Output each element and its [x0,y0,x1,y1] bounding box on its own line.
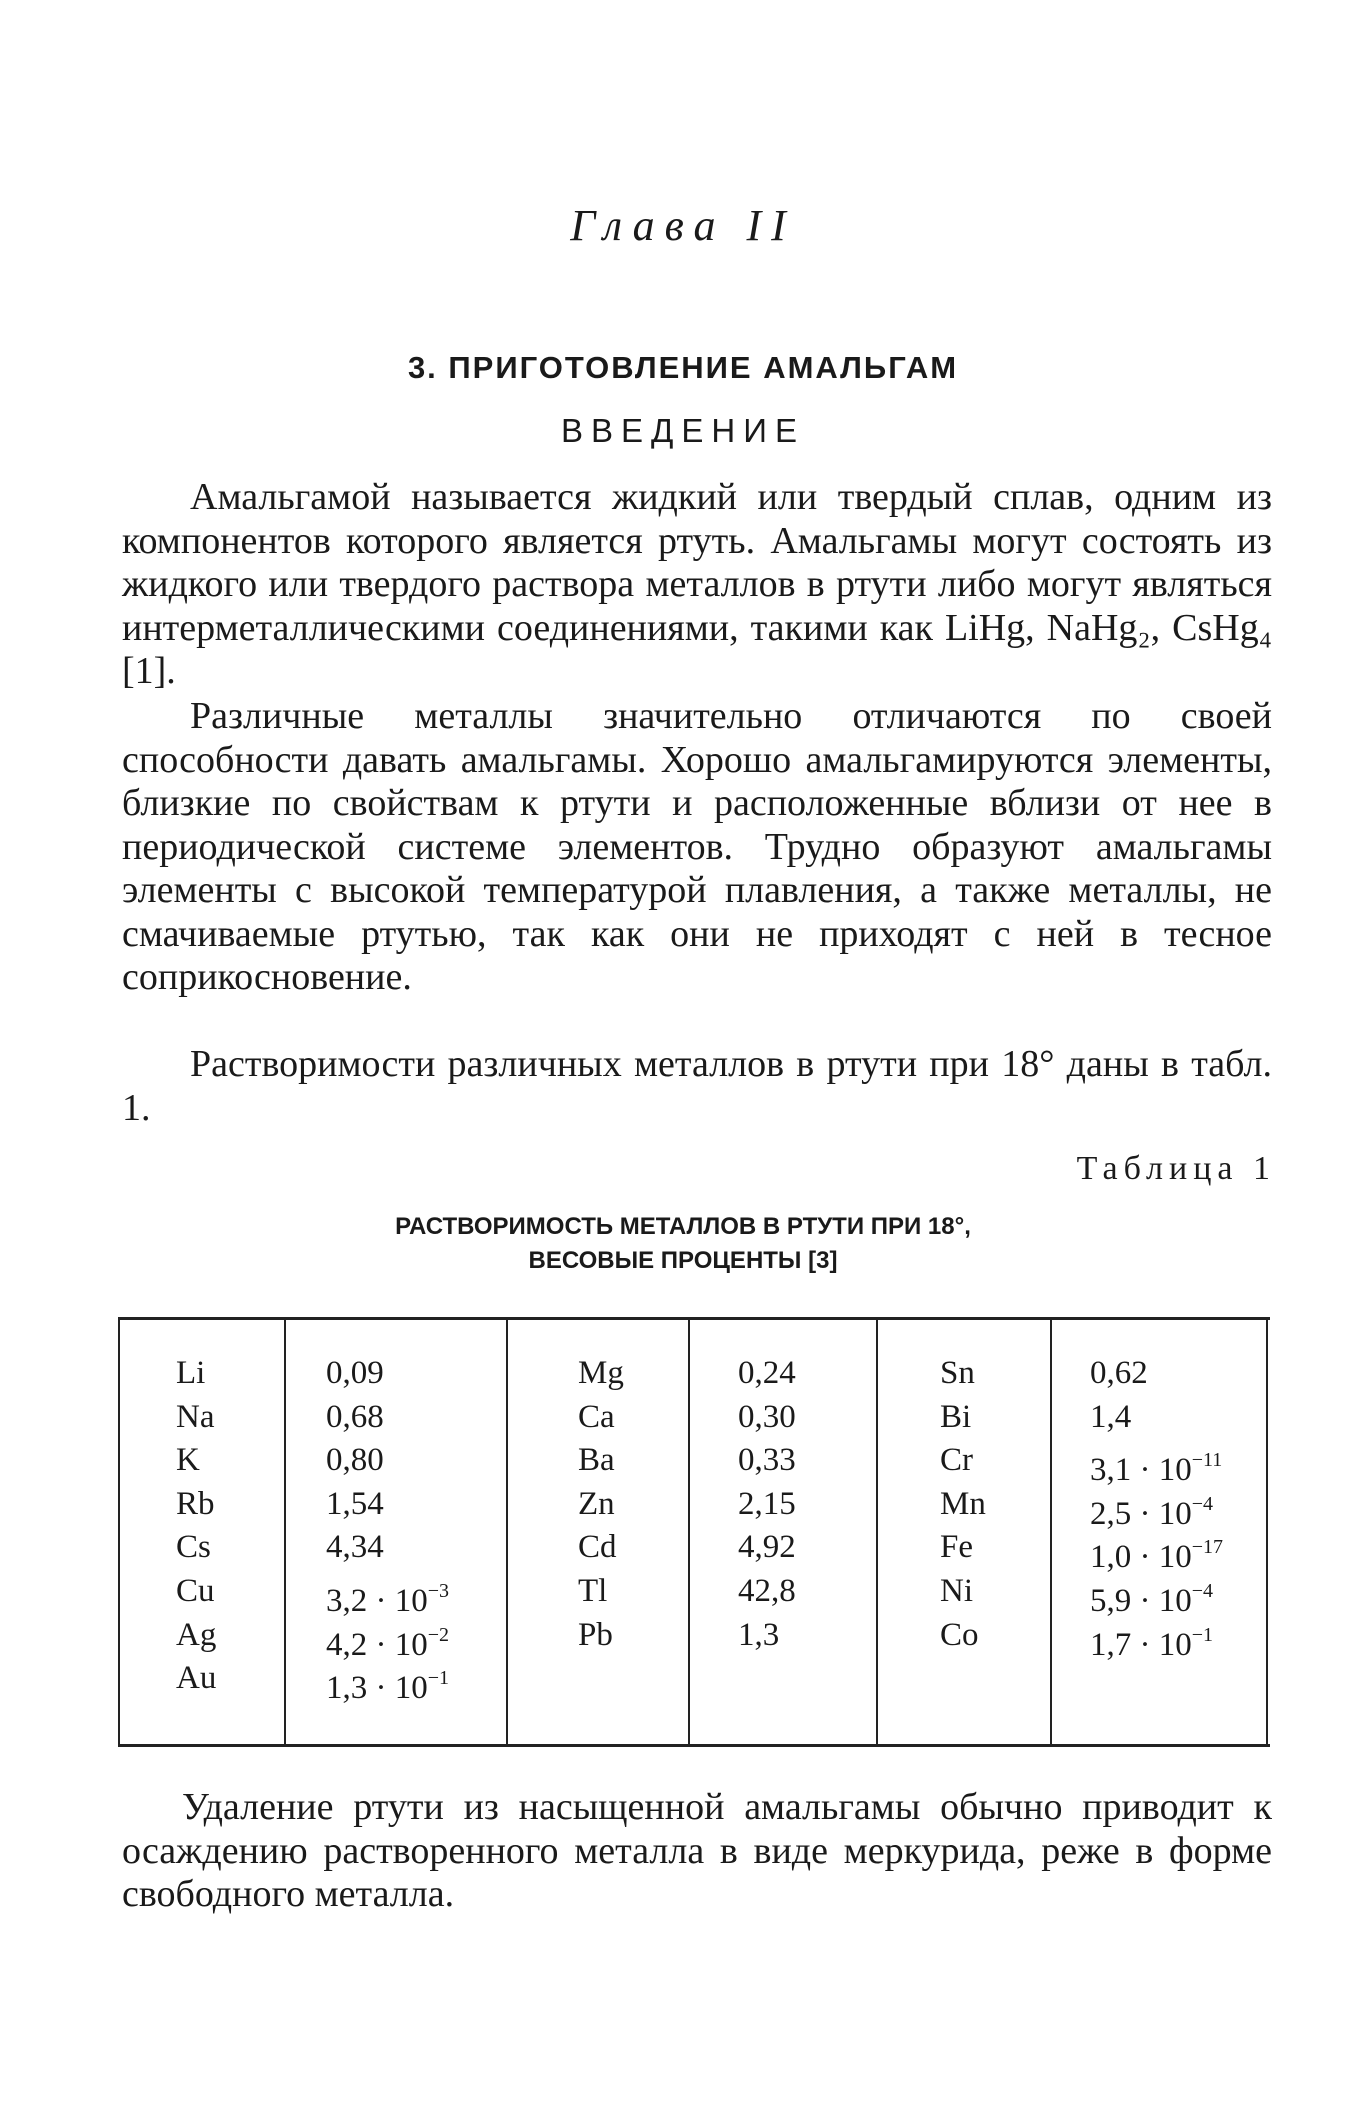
table-divider [118,1320,120,1744]
table-value-cell [738,1483,868,1527]
element-column-1 [176,1320,276,1744]
table-divider [688,1320,690,1744]
table-divider [506,1320,508,1744]
table-element-cell: Rb [176,1485,215,1522]
value-base: 0,80 [326,1442,384,1479]
table-element-cell: Mn [940,1485,986,1522]
table-value-cell [326,1526,496,1570]
table-divider [1266,1320,1268,1744]
table-element-cell: Bi [940,1398,972,1435]
table-value-cell [738,1352,868,1396]
table-element-cell: Cs [176,1529,211,1566]
table-element-cell: Co [940,1616,979,1653]
table-element-cell: K [176,1442,200,1479]
table-element-cell: Fe [940,1529,973,1566]
table-element-cell: Pb [578,1616,613,1653]
value-exponent: −11 [1191,1449,1223,1472]
paragraph-text: Различные металлы значительно отличаются по своей способности давать амальгамы. Хорошо амальгамируются элементы, близкие по свойствам к ртути и расположенные вблизи от нее в периодической системе элементов. Трудно образуют амальгамы элементы с высокой температурой плавления, а также металлы, не смачиваемые ртутью, так как они не приходят с ней в тесное соприкосновение. [122,695,1272,998]
value-base: 1,54 [326,1485,384,1522]
table-element-cell: Ca [578,1398,615,1435]
table-value-cell [738,1570,868,1614]
value-base: 1,3 [738,1616,780,1653]
chapter-heading: Глава II [570,201,796,250]
value-exponent: −4 [1191,1492,1214,1515]
value-exponent: −2 [427,1623,450,1646]
table-value-cell [326,1483,496,1527]
table-element-cell: Ni [940,1572,973,1609]
table-value-cell [326,1657,496,1707]
table-value-cell [326,1352,496,1396]
value-base: 5,9 · 10 [1090,1582,1192,1619]
table-value-cell [1090,1483,1260,1532]
value-base: 2,5 · 10 [1090,1495,1192,1532]
intro-heading: ВВЕДЕНИЕ [561,412,805,449]
value-base: 0,24 [738,1355,796,1391]
table-divider [876,1320,878,1744]
value-base: 42,8 [738,1572,796,1609]
table-divider [284,1320,286,1744]
paragraph-table-reference [122,1043,1272,1130]
value-base: 1,3 · 10 [326,1670,428,1707]
paragraph-text: Удаление ртути из насыщенной амальгамы обычно приводит к осаждению растворенного металла в виде меркурида, реже в форме свободного металла. [122,1786,1272,1915]
table-element-cell: Zn [578,1485,615,1522]
table-value-cell [1090,1614,1260,1663]
table-element-cell: Cd [578,1529,617,1566]
value-base: 3,1 · 10 [1090,1452,1192,1489]
value-base: 0,09 [326,1355,384,1391]
table-element-cell: Na [176,1398,215,1435]
value-exponent: −1 [427,1667,450,1690]
table-value-cell [1090,1570,1260,1619]
value-base: 0,68 [326,1398,384,1435]
table-element-cell: Cu [176,1572,215,1609]
table-value-cell [1090,1526,1260,1576]
table-value-cell [1090,1439,1260,1489]
table-value-cell [326,1570,496,1619]
table-caption-line: РАСТВОРИМОСТЬ МЕТАЛЛОВ В РТУТИ ПРИ 18°, [395,1213,971,1240]
table-divider [1050,1320,1052,1744]
value-base: 1,7 · 10 [1090,1626,1192,1663]
value-exponent: −4 [1191,1579,1214,1602]
section-title: 3. ПРИГОТОВЛЕНИЕ АМАЛЬГАМ [407,350,959,385]
value-base: 1,4 [1090,1398,1132,1435]
table-element-cell: Li [176,1355,206,1391]
table-element-cell: Sn [940,1355,975,1391]
paragraph-definition [122,476,1272,694]
table-element-cell: Cr [940,1442,973,1479]
element-column-2 [578,1320,678,1744]
paragraph-mercury-removal [122,1786,1272,1917]
table-value-cell [1090,1352,1260,1396]
table-value-cell [738,1439,868,1483]
solubility-table [118,1317,1270,1747]
paragraph-text: Растворимости различных металлов в ртути при 18° даны в табл. 1. [122,1043,1272,1129]
value-exponent: −1 [1191,1623,1214,1646]
table-element-cell: Ba [578,1442,615,1479]
table-value-cell [1090,1396,1260,1440]
paragraph-ability [122,695,1272,1000]
table-element-cell: Au [176,1660,217,1697]
value-exponent: −17 [1191,1536,1224,1559]
table-value-cell [738,1614,868,1658]
paragraph-text: Амальгамой называется жидкий или твердый сплав, одним из компонентов которого является ртуть. Амальгамы могут состоять из жидкого или твердого раствора металлов в ртути либо могут являться интерметаллическими соединениями, такими как LiHg, NaHg₂, CsHg₄ [1]. [122,476,1272,692]
table-label: Таблица 1 [1076,1150,1276,1187]
value-base: 1,0 · 10 [1090,1539,1192,1576]
table-caption-line: ВЕСОВЫЕ ПРОЦЕНТЫ [3] [528,1247,838,1274]
table-caption [0,1210,1366,1278]
table-value-cell [738,1396,868,1440]
value-column-3 [1090,1320,1260,1744]
value-base: 0,62 [1090,1355,1148,1391]
value-base: 2,15 [738,1485,796,1522]
element-column-3 [940,1320,1040,1744]
value-column-1 [326,1320,496,1744]
value-base: 4,2 · 10 [326,1626,428,1663]
value-base: 0,33 [738,1442,796,1479]
table-value-cell [326,1614,496,1663]
value-base: 3,2 · 10 [326,1582,428,1619]
value-base: 0,30 [738,1398,796,1435]
table-element-cell: Tl [578,1572,608,1609]
value-exponent: −3 [427,1579,450,1602]
table-value-cell [738,1526,868,1570]
value-base: 4,92 [738,1529,796,1566]
table-value-cell [326,1396,496,1440]
table-element-cell: Mg [578,1355,624,1391]
table-element-cell: Ag [176,1616,217,1653]
table-value-cell [326,1439,496,1483]
value-column-2 [738,1320,868,1744]
value-base: 4,34 [326,1529,384,1566]
